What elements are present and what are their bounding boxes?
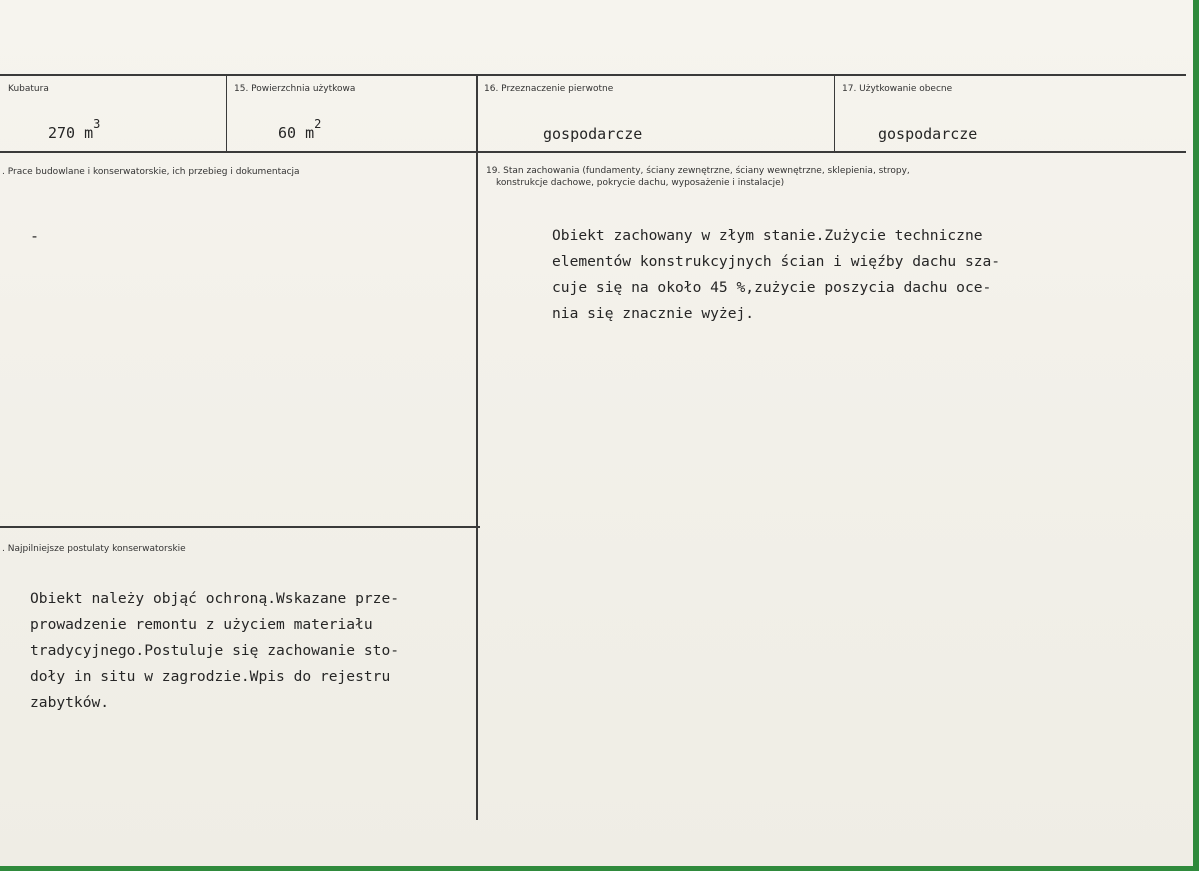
postulaty-text xyxy=(30,586,399,716)
powierzchnia-value: 60 $m^2$ xyxy=(278,117,322,142)
stan-line: elementów konstrukcyjnych ścian i więźby dachu sza- xyxy=(552,253,1001,270)
left-middle-rule xyxy=(0,526,480,528)
postulaty-line: prowadzenie remontu z użyciem materiału xyxy=(30,616,373,633)
prace-value: - xyxy=(30,227,40,245)
postulaty-line: zabytków. xyxy=(30,694,110,711)
stan-line: nia się znacznie wyżej. xyxy=(552,305,755,322)
divider-2 xyxy=(476,75,478,820)
kubatura-exponent: 3 xyxy=(93,117,101,131)
postulaty-line: tradycyjnego.Postuluje się zachowanie sto- xyxy=(30,642,400,659)
divider-1 xyxy=(226,75,227,152)
uzytkowanie-value: gospodarcze xyxy=(878,125,978,143)
powierzchnia-label: 15. Powierzchnia użytkowa xyxy=(234,84,356,94)
stan-line: cuje się na około 45 %,zużycie poszycia dachu oce- xyxy=(552,279,992,296)
stan-label-line2: konstrukcje dachowe, pokrycie dachu, wyposażenie i instalacje) xyxy=(496,178,785,188)
divider-3 xyxy=(834,75,835,152)
postulaty-line: doły in situ w zagrodzie.Wpis do rejestru xyxy=(30,668,391,685)
prace-label: . Prace budowlane i konserwatorskie, ich przebieg i dokumentacja xyxy=(2,167,300,177)
stan-line: Obiekt zachowany w złym stanie.Zużycie techniczne xyxy=(552,227,983,244)
top-rule xyxy=(0,74,1186,76)
kubatura-value: 270 $m^3$ xyxy=(48,117,101,142)
postulaty-line: Obiekt należy objąć ochroną.Wskazane prze- xyxy=(30,590,400,607)
card-edge-right xyxy=(1193,0,1199,871)
card-edge-bottom xyxy=(0,866,1199,871)
header-row-rule xyxy=(0,151,1186,153)
powierzchnia-exponent: 2 xyxy=(314,117,322,131)
uzytkowanie-label: 17. Użytkowanie obecne xyxy=(842,84,953,94)
przeznaczenie-label: 16. Przeznaczenie pierwotne xyxy=(484,84,614,94)
przeznaczenie-value: gospodarcze xyxy=(543,125,643,143)
stan-text xyxy=(552,223,1000,327)
stan-label-line1: 19. Stan zachowania (fundamenty, ściany zewnętrzne, ściany wewnętrzne, sklepienia, stropy, xyxy=(486,166,910,176)
kubatura-label: Kubatura xyxy=(8,84,49,94)
postulaty-label: . Najpilniejsze postulaty konserwatorskie xyxy=(2,544,186,554)
